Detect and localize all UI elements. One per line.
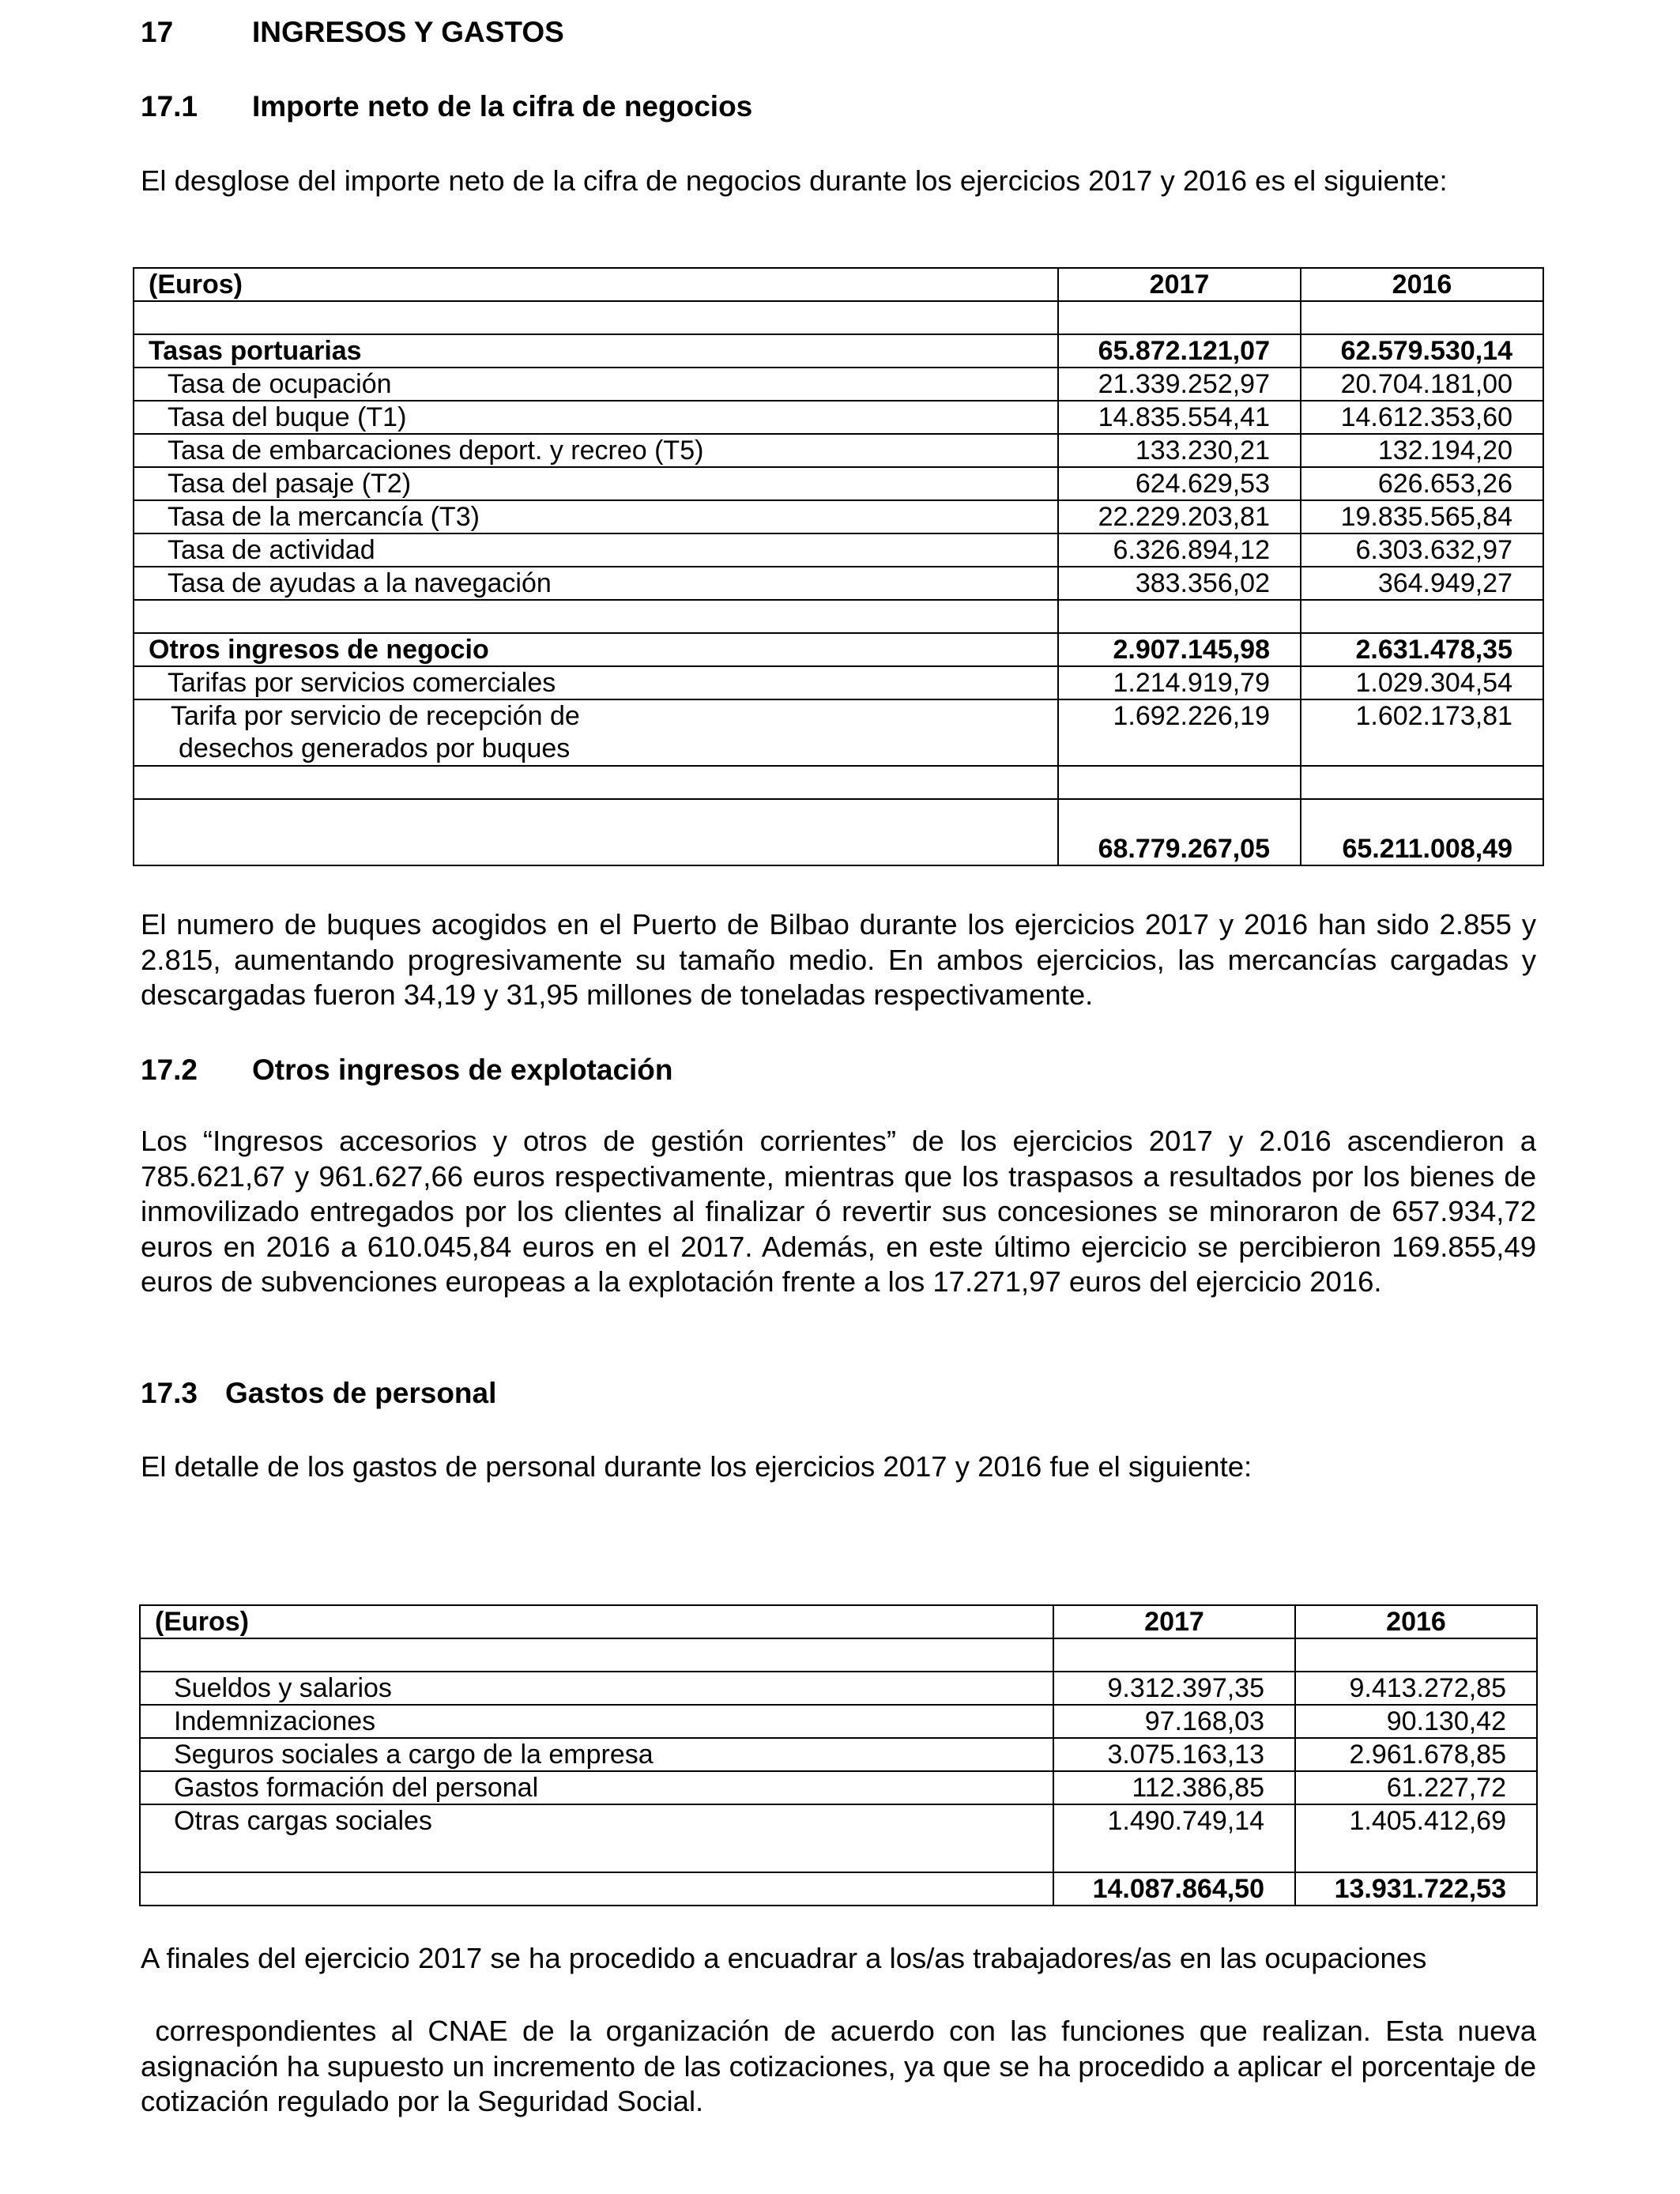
value-2017: 65.872.121,07 xyxy=(1058,334,1301,368)
value-2016: 1.602.173,81 xyxy=(1301,699,1543,766)
value-2017: 14.835.554,41 xyxy=(1058,401,1301,434)
row-label-line1: Tarifa por servicio de recepción de xyxy=(171,701,580,731)
table-row xyxy=(134,533,1543,567)
spacer-row xyxy=(134,301,1543,334)
row-label: Sueldos y salarios xyxy=(140,1672,1053,1705)
section-title: INGRESOS Y GASTOS xyxy=(252,16,564,48)
spacer-row xyxy=(134,600,1543,633)
total-label xyxy=(134,799,1058,865)
section-title: Gastos de personal xyxy=(225,1377,497,1409)
header-year-2016: 2016 xyxy=(1295,1605,1537,1638)
value-2017: 1.692.226,19 xyxy=(1058,699,1301,766)
row-label: Tasa de la mercancía (T3) xyxy=(134,500,1058,533)
table-row xyxy=(140,1738,1537,1771)
value-2017: 6.326.894,12 xyxy=(1058,533,1301,567)
paragraph-cnae-intro: A finales del ejercicio 2017 se ha procedido a encuadrar a los/as trabajadores/as en las ocupaciones xyxy=(141,1942,1427,1974)
value-2017: 22.229.203,81 xyxy=(1058,500,1301,533)
table-row xyxy=(134,500,1543,533)
value-2017: 1.214.919,79 xyxy=(1058,666,1301,699)
table-header-row xyxy=(140,1605,1537,1638)
value-2016: 6.303.632,97 xyxy=(1301,533,1543,567)
value-2016: 364.949,27 xyxy=(1301,567,1543,600)
header-year-2016: 2016 xyxy=(1301,268,1543,301)
table-row-otros-ingresos xyxy=(134,633,1543,666)
section-heading-17-2 xyxy=(141,1054,673,1087)
section-heading-17-1 xyxy=(141,90,752,123)
table-total-row xyxy=(140,1872,1537,1906)
value-2017: 21.339.252,97 xyxy=(1058,368,1301,401)
paragraph-buques: El numero de buques acogidos en el Puerto de Bilbao durante los ejercicios 2017 y 2016 han sido 2.855 y 2.815, aumentando progresivamente su tamaño medio. En ambos ejercicios, las mercancías cargadas y descargadas fueron 34,19 y 31,95 millones de toneladas respectivamente. xyxy=(141,908,1536,1011)
row-label xyxy=(134,699,1058,766)
value-2016: 1.405.412,69 xyxy=(1295,1804,1537,1872)
row-label: Tasa del pasaje (T2) xyxy=(134,467,1058,500)
intro-paragraph-revenue: El desglose del importe neto de la cifra de negocios durante los ejercicios 2017 y 2016 es el siguiente: xyxy=(141,164,1448,197)
row-label: Seguros sociales a cargo de la empresa xyxy=(140,1738,1053,1771)
value-2016: 61.227,72 xyxy=(1295,1771,1537,1804)
section-heading-17 xyxy=(141,16,564,49)
row-label: Otras cargas sociales xyxy=(140,1804,1053,1872)
section-title: Importe neto de la cifra de negocios xyxy=(252,90,753,123)
row-label: Otros ingresos de negocio xyxy=(134,633,1058,666)
section-title: Otros ingresos de explotación xyxy=(252,1054,673,1086)
personnel-expenses-table xyxy=(139,1604,1538,1906)
table-row xyxy=(134,666,1543,699)
value-2016: 2.631.478,35 xyxy=(1301,633,1543,666)
row-label-line2: desechos generados por buques xyxy=(179,733,571,763)
paragraph-gastos-personal-intro: El detalle de los gastos de personal durante los ejercicios 2017 y 2016 fue el siguiente: xyxy=(141,1450,1252,1483)
row-label: Indemnizaciones xyxy=(140,1705,1053,1738)
table-row xyxy=(134,467,1543,500)
total-2016: 13.931.722,53 xyxy=(1295,1872,1537,1906)
table-row xyxy=(134,567,1543,600)
value-2016: 90.130,42 xyxy=(1295,1705,1537,1738)
value-2017: 3.075.163,13 xyxy=(1053,1738,1295,1771)
value-2017: 1.490.749,14 xyxy=(1053,1804,1295,1872)
table-row xyxy=(134,368,1543,401)
total-label xyxy=(140,1872,1053,1906)
section-number: 17.3 xyxy=(141,1377,198,1409)
total-2016: 65.211.008,49 xyxy=(1301,799,1543,865)
table-total-row xyxy=(134,799,1543,865)
row-label: Tasa de embarcaciones deport. y recreo (T5) xyxy=(134,434,1058,467)
value-2016: 132.194,20 xyxy=(1301,434,1543,467)
row-label: Tasa de ocupación xyxy=(134,368,1058,401)
value-2016: 2.961.678,85 xyxy=(1295,1738,1537,1771)
table-row xyxy=(140,1705,1537,1738)
table-row xyxy=(134,434,1543,467)
value-2017: 9.312.397,35 xyxy=(1053,1672,1295,1705)
spacer-row xyxy=(134,766,1543,799)
value-2016: 62.579.530,14 xyxy=(1301,334,1543,368)
section-heading-17-3 xyxy=(141,1377,496,1410)
header-year-2017: 2017 xyxy=(1058,268,1301,301)
total-2017: 14.087.864,50 xyxy=(1053,1872,1295,1906)
table-row xyxy=(140,1672,1537,1705)
header-year-2017: 2017 xyxy=(1053,1605,1295,1638)
header-label: (Euros) xyxy=(134,268,1058,301)
section-number: 17.2 xyxy=(141,1054,198,1086)
value-2016: 20.704.181,00 xyxy=(1301,368,1543,401)
value-2016: 626.653,26 xyxy=(1301,467,1543,500)
table-row xyxy=(134,401,1543,434)
value-2017: 112.386,85 xyxy=(1053,1771,1295,1804)
row-label: Tasa de actividad xyxy=(134,533,1058,567)
table-row-tasas-portuarias xyxy=(134,334,1543,368)
value-2017: 383.356,02 xyxy=(1058,567,1301,600)
value-2016: 1.029.304,54 xyxy=(1301,666,1543,699)
value-2016: 9.413.272,85 xyxy=(1295,1672,1537,1705)
paragraph-cnae-detail: correspondientes al CNAE de la organización de acuerdo con las funciones que realizan. Esta nueva asignación ha supuesto un incremento de las cotizaciones, ya que se ha procedido a aplicar el porcentaje de cotización regulado por la Seguridad Social. xyxy=(141,2015,1545,2117)
row-label: Tasa de ayudas a la navegación xyxy=(134,567,1058,600)
value-2016: 14.612.353,60 xyxy=(1301,401,1543,434)
row-label: Tasas portuarias xyxy=(134,334,1058,368)
total-2017: 68.779.267,05 xyxy=(1058,799,1301,865)
value-2017: 97.168,03 xyxy=(1053,1705,1295,1738)
value-2016: 19.835.565,84 xyxy=(1301,500,1543,533)
value-2017: 133.230,21 xyxy=(1058,434,1301,467)
row-label: Tasa del buque (T1) xyxy=(134,401,1058,434)
section-number: 17.1 xyxy=(141,90,198,123)
spacer-row xyxy=(140,1638,1537,1672)
header-label: (Euros) xyxy=(140,1605,1053,1638)
paragraph-otros-ingresos: Los “Ingresos accesorios y otros de gestión corrientes” de los ejercicios 2017 y 2.016 ascendieron a 785.621,67 y 961.627,66 euros respectivamente, mientras que los traspasos a resultados por los bienes de inmovilizado entregados por los clientes al finalizar ó revertir sus concesiones se minoraron de 657.934,72 euros en 2016 a 610.045,84 euros en el 2017. Además, en este último ejercicio se percibieron 169.855,49 euros de subvenciones europeas a la explotación frente a los 17.271,97 euros del ejercicio 2016. xyxy=(141,1125,1536,1298)
value-2017: 624.629,53 xyxy=(1058,467,1301,500)
table-row xyxy=(134,699,1543,766)
value-2017: 2.907.145,98 xyxy=(1058,633,1301,666)
row-label: Tarifas por servicios comerciales xyxy=(134,666,1058,699)
table-row xyxy=(140,1771,1537,1804)
row-label: Gastos formación del personal xyxy=(140,1771,1053,1804)
revenue-table xyxy=(133,267,1544,866)
table-row xyxy=(140,1804,1537,1872)
section-number: 17 xyxy=(141,16,174,48)
table-header-row xyxy=(134,268,1543,301)
